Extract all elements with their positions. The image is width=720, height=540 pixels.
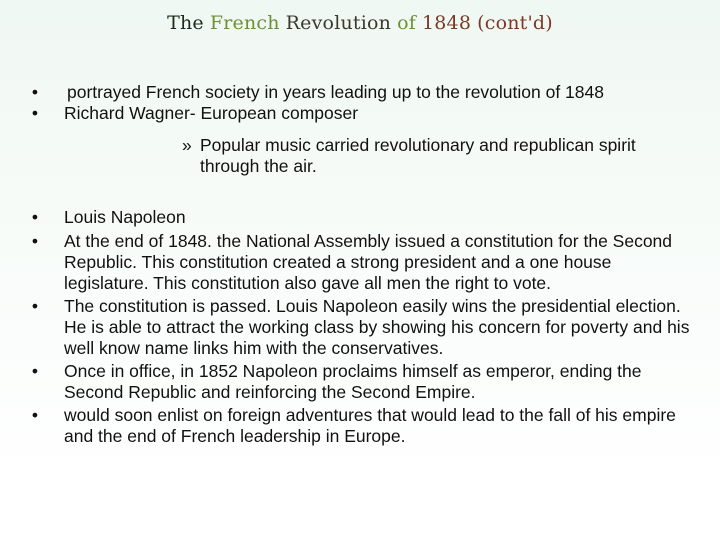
title-word: (cont'd) — [477, 12, 553, 34]
bullet-icon: • — [31, 296, 39, 316]
title-word: of — [397, 12, 416, 34]
bullet-icon: • — [31, 207, 39, 227]
bullet-icon: • — [31, 82, 39, 102]
sub-bullet-text: Popular music carried revolutionary and republican spirit through the air. — [200, 135, 636, 176]
sub-bullet-icon: » — [182, 135, 192, 155]
bullet-list-bottom — [27, 207, 692, 450]
bullet-icon: • — [31, 231, 39, 251]
bullet-text: Once in office, in 1852 Napoleon proclaims himself as emperor, ending the Second Republic and reinforcing the Second Empire. — [64, 361, 642, 402]
bullet-text: portrayed French society in years leading up to the revolution of 1848 — [67, 82, 604, 102]
bullet-item — [27, 361, 692, 403]
bullet-text: Richard Wagner- European composer — [64, 103, 359, 123]
title-word: Revolution — [285, 12, 392, 34]
title-word: 1848 — [421, 12, 472, 34]
bullet-icon: • — [31, 103, 39, 123]
title-word: The — [167, 12, 204, 34]
sub-bullet-item — [172, 135, 672, 177]
slide-title — [0, 12, 720, 34]
bullet-item — [27, 231, 692, 294]
bullet-text: Louis Napoleon — [64, 207, 186, 227]
title-word: French — [209, 12, 280, 34]
bullet-text: At the end of 1848. the National Assembly issued a constitution for the Second Republic. This constitution created a strong president and a one house legislature. This constitution also gave all men the right to vote. — [64, 231, 673, 293]
bullet-item — [27, 405, 692, 447]
bullet-icon: • — [31, 361, 39, 381]
bullet-item — [27, 296, 692, 359]
bullet-list-top — [27, 82, 692, 124]
bullet-item — [27, 103, 692, 124]
bullet-text: The constitution is passed. Louis Napoleon easily wins the presidential election. He is able to attract the working class by showing his concern for poverty and his well know name links him with the conservatives. — [64, 296, 690, 358]
bullet-icon: • — [31, 405, 39, 425]
bullet-item — [27, 207, 692, 228]
bullet-item — [27, 82, 692, 103]
bullet-text: would soon enlist on foreign adventures that would lead to the fall of his empire and the end of French leadership in Europe. — [64, 405, 676, 446]
